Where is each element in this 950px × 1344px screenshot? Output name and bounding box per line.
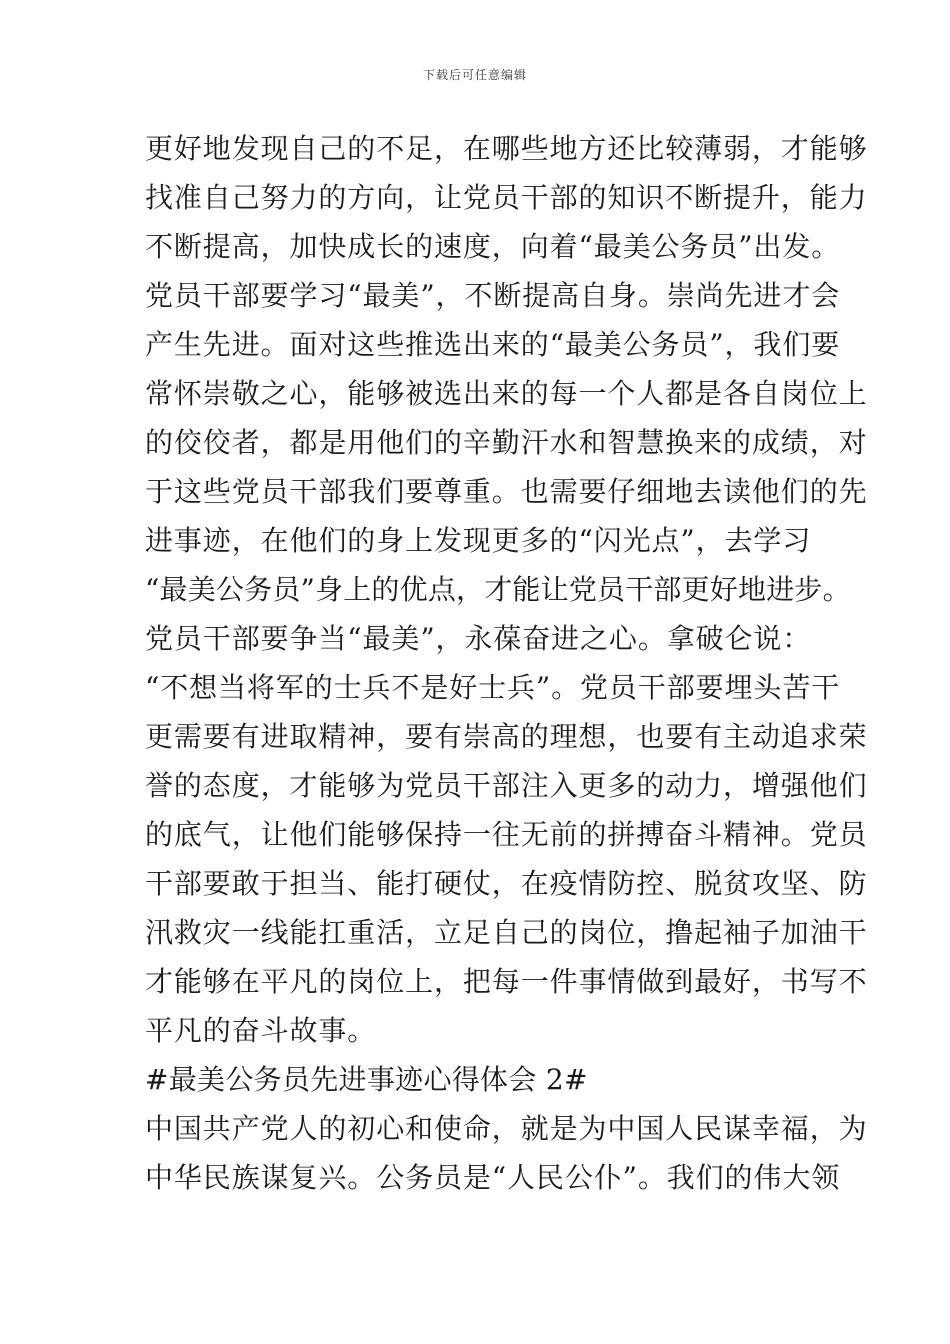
text-line: 汛救灾一线能扛重活，立足自己的岗位，撸起袖子加油干 <box>145 916 868 949</box>
text-line: 中华民族谋复兴。公务员是“人民公仆”。我们的伟大领 <box>145 1161 841 1194</box>
text-line: 找准自己努力的方向，让党员干部的知识不断提升，能力 <box>145 181 868 214</box>
document-body <box>145 124 868 1202</box>
text-line: 中国共产党人的初心和使命，就是为中国人民谋幸福，为 <box>145 1112 868 1145</box>
section-heading: #最美公务员先进事迹心得体会 2# <box>145 1063 588 1096</box>
text-line: 干部要敢于担当、能打硬仗，在疫情防控、脱贫攻坚、防 <box>145 867 868 900</box>
text-line: 进事迹，在他们的身上发现更多的“闪光点”，去学习 <box>145 524 812 557</box>
text-line: “最美公务员”身上的优点，才能让党员干部更好地进步。 <box>145 573 851 606</box>
text-line: 的底气，让他们能够保持一往无前的拼搏奋斗精神。党员 <box>145 818 868 851</box>
text-line: 更好地发现自己的不足，在哪些地方还比较薄弱，才能够 <box>145 132 868 165</box>
text-line: 才能够在平凡的岗位上，把每一件事情做到最好，书写不 <box>145 965 868 998</box>
text-line: 更需要有进取精神，要有崇高的理想，也要有主动追求荣 <box>145 720 868 753</box>
text-line: 的佼佼者，都是用他们的辛勤汗水和智慧换来的成绩，对 <box>145 426 868 459</box>
text-line: 产生先进。面对这些推选出来的“最美公务员”，我们要 <box>145 328 841 361</box>
text-line: 党员干部要学习“最美”，不断提高自身。崇尚先进才会 <box>145 279 841 312</box>
text-line: 誉的态度，才能够为党员干部注入更多的动力，增强他们 <box>145 769 868 802</box>
text-line: 平凡的奋斗故事。 <box>145 1014 377 1047</box>
text-line: 常怀崇敬之心，能够被选出来的每一个人都是各自岗位上 <box>145 377 868 410</box>
text-line: 党员干部要争当“最美”，永葆奋进之心。拿破仑说： <box>145 622 812 655</box>
text-line: 不断提高，加快成长的速度，向着“最美公务员”出发。 <box>145 230 841 263</box>
text-line: 于这些党员干部我们要尊重。也需要仔细地去读他们的先 <box>145 475 868 508</box>
text-line: “不想当将军的士兵不是好士兵”。党员干部要埋头苦干 <box>145 671 841 704</box>
header-note: 下载后可任意编辑 <box>422 68 527 82</box>
